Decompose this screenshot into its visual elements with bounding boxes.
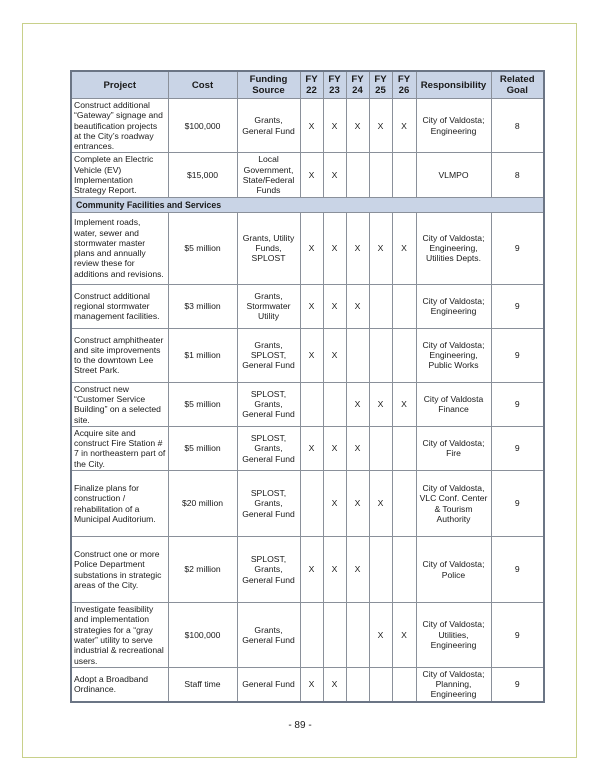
project-cell: Construct additional “Gateway” signage and beautification projects at the City’s roadway entrances. <box>71 99 168 153</box>
table-row <box>71 667 544 701</box>
fy25-cell: X <box>369 603 392 668</box>
funding-source-cell: SPLOST, Grants, General Fund <box>237 537 300 603</box>
table-row <box>71 537 544 603</box>
related-goal-cell: 9 <box>491 382 544 426</box>
responsibility-cell: City of Valdosta, VLC Conf. Center & Tourism Authority <box>416 471 491 537</box>
fy25-cell <box>369 667 392 701</box>
table-row <box>71 99 544 153</box>
fy26-cell: X <box>392 603 416 668</box>
responsibility-cell: City of Valdosta; Police <box>416 537 491 603</box>
header-funding-source: Funding Source <box>237 71 300 99</box>
responsibility-cell: VLMPO <box>416 153 491 197</box>
cost-cell: $3 million <box>168 284 237 328</box>
related-goal-cell: 9 <box>491 471 544 537</box>
cost-cell: $5 million <box>168 426 237 470</box>
related-goal-cell: 8 <box>491 99 544 153</box>
cost-cell: $2 million <box>168 537 237 603</box>
fy25-cell <box>369 153 392 197</box>
fy26-cell <box>392 153 416 197</box>
fy25-cell <box>369 426 392 470</box>
related-goal-cell: 9 <box>491 603 544 668</box>
header-fy23: FY 23 <box>323 71 346 99</box>
related-goal-cell: 8 <box>491 153 544 197</box>
fy24-cell <box>346 667 369 701</box>
funding-source-cell: Grants, General Fund <box>237 603 300 668</box>
fy26-cell <box>392 667 416 701</box>
funding-source-cell: Grants, SPLOST, General Fund <box>237 328 300 382</box>
fy22-cell <box>300 603 323 668</box>
related-goal-cell: 9 <box>491 537 544 603</box>
related-goal-cell: 9 <box>491 328 544 382</box>
table-row <box>71 426 544 470</box>
fy22-cell: X <box>300 328 323 382</box>
fy24-cell <box>346 603 369 668</box>
project-cell: Acquire site and construct Fire Station # 7 in northeastern part of the City. <box>71 426 168 470</box>
work-program-table <box>70 70 545 703</box>
fy24-cell: X <box>346 471 369 537</box>
fy23-cell: X <box>323 153 346 197</box>
fy22-cell <box>300 382 323 426</box>
fy25-cell: X <box>369 382 392 426</box>
fy23-cell: X <box>323 537 346 603</box>
fy25-cell: X <box>369 212 392 284</box>
related-goal-cell: 9 <box>491 426 544 470</box>
table-row <box>71 284 544 328</box>
responsibility-cell: City of Valdosta; Engineering <box>416 99 491 153</box>
header-cost: Cost <box>168 71 237 99</box>
fy26-cell: X <box>392 212 416 284</box>
fy26-cell <box>392 426 416 470</box>
fy25-cell <box>369 284 392 328</box>
fy26-cell <box>392 328 416 382</box>
fy25-cell: X <box>369 471 392 537</box>
project-cell: Implement roads, water, sewer and stormwater master plans and annually review these for additions and revisions. <box>71 212 168 284</box>
fy22-cell: X <box>300 153 323 197</box>
fy23-cell: X <box>323 328 346 382</box>
fy23-cell: X <box>323 212 346 284</box>
project-cell: Construct new “Customer Service Building” on a selected site. <box>71 382 168 426</box>
table-row <box>71 153 544 197</box>
fy22-cell: X <box>300 212 323 284</box>
cost-cell: $5 million <box>168 382 237 426</box>
page-number: - 89 - <box>288 720 312 731</box>
fy23-cell: X <box>323 667 346 701</box>
responsibility-cell: City of Valdosta; Engineering, Public Works <box>416 328 491 382</box>
fy23-cell: X <box>323 471 346 537</box>
fy24-cell: X <box>346 99 369 153</box>
table-row <box>71 603 544 668</box>
responsibility-cell: City of Valdosta; Engineering, Utilities Depts. <box>416 212 491 284</box>
fy26-cell: X <box>392 99 416 153</box>
fy24-cell: X <box>346 537 369 603</box>
fy23-cell <box>323 382 346 426</box>
fy24-cell: X <box>346 212 369 284</box>
fy25-cell <box>369 328 392 382</box>
fy24-cell: X <box>346 426 369 470</box>
responsibility-cell: City of Valdosta; Planning, Engineering <box>416 667 491 701</box>
header-fy22: FY 22 <box>300 71 323 99</box>
funding-source-cell: SPLOST, Grants, General Fund <box>237 471 300 537</box>
table-row <box>71 212 544 284</box>
project-cell: Finalize plans for construction / rehabilitation of a Municipal Auditorium. <box>71 471 168 537</box>
cost-cell: $5 million <box>168 212 237 284</box>
fy22-cell: X <box>300 284 323 328</box>
header-responsibility: Responsibility <box>416 71 491 99</box>
fy26-cell <box>392 537 416 603</box>
header-project: Project <box>71 71 168 99</box>
cost-cell: $15,000 <box>168 153 237 197</box>
cost-cell: $20 million <box>168 471 237 537</box>
fy25-cell <box>369 537 392 603</box>
funding-source-cell: Grants, Utility Funds, SPLOST <box>237 212 300 284</box>
funding-source-cell: SPLOST, Grants, General Fund <box>237 426 300 470</box>
funding-source-cell: SPLOST, Grants, General Fund <box>237 382 300 426</box>
funding-source-cell: Grants, General Fund <box>237 99 300 153</box>
section-header-row <box>71 197 544 212</box>
related-goal-cell: 9 <box>491 212 544 284</box>
project-cell: Adopt a Broadband Ordinance. <box>71 667 168 701</box>
table-header-row <box>71 71 544 99</box>
responsibility-cell: City of Valdosta; Utilities, Engineering <box>416 603 491 668</box>
header-fy24: FY 24 <box>346 71 369 99</box>
funding-source-cell: Grants, Stormwater Utility <box>237 284 300 328</box>
header-related-goal: Related Goal <box>491 71 544 99</box>
project-cell: Construct amphitheater and site improvements to the downtown Lee Street Park. <box>71 328 168 382</box>
project-cell: Investigate feasibility and implementation strategies for a “gray water” utility to serve industrial & recreational users. <box>71 603 168 668</box>
section-title: Community Facilities and Services <box>71 197 544 212</box>
fy22-cell: X <box>300 667 323 701</box>
cost-cell: $100,000 <box>168 603 237 668</box>
fy24-cell: X <box>346 284 369 328</box>
fy26-cell <box>392 284 416 328</box>
related-goal-cell: 9 <box>491 667 544 701</box>
fy22-cell: X <box>300 426 323 470</box>
fy24-cell: X <box>346 382 369 426</box>
cost-cell: $1 million <box>168 328 237 382</box>
fy24-cell <box>346 328 369 382</box>
fy22-cell: X <box>300 537 323 603</box>
funding-source-cell: Local Government, State/Federal Funds <box>237 153 300 197</box>
table-row <box>71 382 544 426</box>
fy24-cell <box>346 153 369 197</box>
table-row <box>71 471 544 537</box>
header-fy25: FY 25 <box>369 71 392 99</box>
project-cell: Complete an Electric Vehicle (EV) Implementation Strategy Report. <box>71 153 168 197</box>
header-fy26: FY 26 <box>392 71 416 99</box>
project-cell: Construct one or more Police Department substations in strategic areas of the City. <box>71 537 168 603</box>
fy23-cell: X <box>323 284 346 328</box>
project-cell: Construct additional regional stormwater management facilities. <box>71 284 168 328</box>
cost-cell: Staff time <box>168 667 237 701</box>
responsibility-cell: City of Valdosta Finance <box>416 382 491 426</box>
fy23-cell: X <box>323 99 346 153</box>
fy23-cell: X <box>323 426 346 470</box>
funding-source-cell: General Fund <box>237 667 300 701</box>
cost-cell: $100,000 <box>168 99 237 153</box>
fy22-cell <box>300 471 323 537</box>
fy26-cell <box>392 471 416 537</box>
fy23-cell <box>323 603 346 668</box>
table-row <box>71 328 544 382</box>
fy25-cell: X <box>369 99 392 153</box>
fy26-cell: X <box>392 382 416 426</box>
responsibility-cell: City of Valdosta; Fire <box>416 426 491 470</box>
related-goal-cell: 9 <box>491 284 544 328</box>
responsibility-cell: City of Valdosta; Engineering <box>416 284 491 328</box>
fy22-cell: X <box>300 99 323 153</box>
